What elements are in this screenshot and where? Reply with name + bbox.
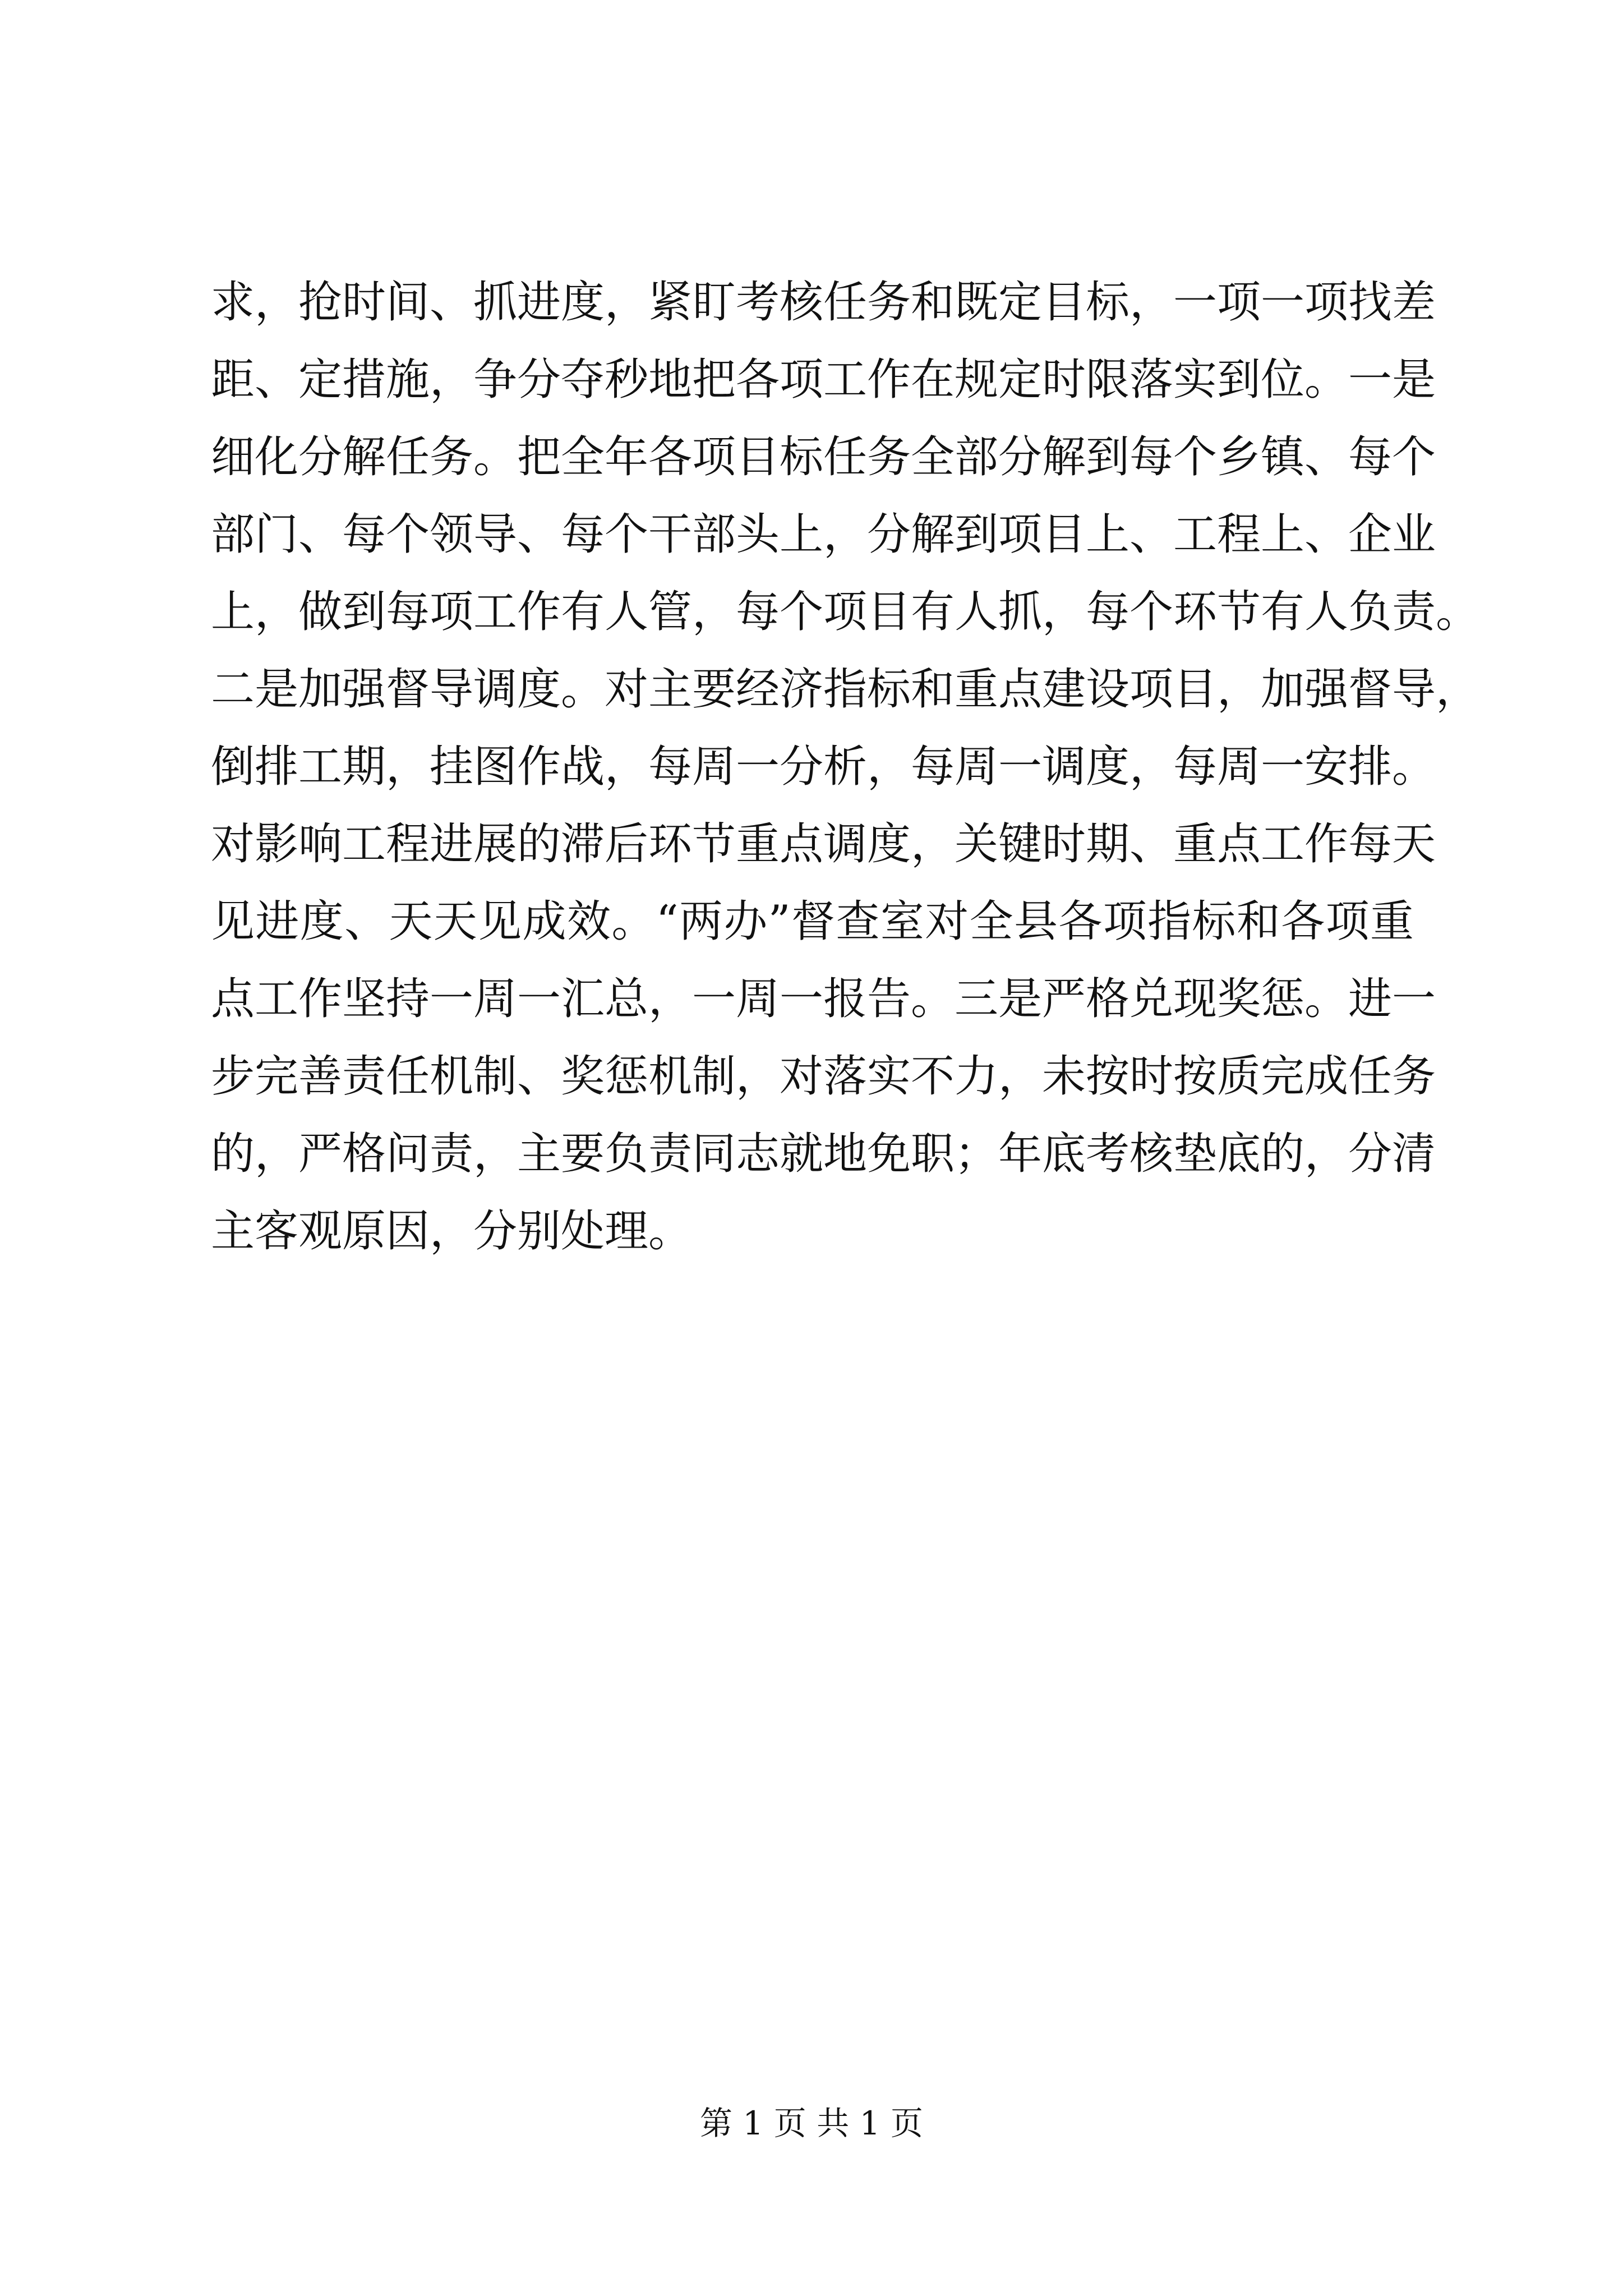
page-footer (0, 2101, 1623, 2146)
text-line: 部门、每个领导、每个干部头上，分解到项目上、工程上、企业 (211, 509, 1436, 560)
text-line: 主客观原因，分别处理。 (211, 1206, 693, 1257)
text-line: 求，抢时间、抓进度，紧盯考核任务和既定目标，一项一项找差 (211, 277, 1436, 328)
text-line: 点工作坚持一周一汇总，一周一报告。三是严格兑现奖惩。进一 (211, 974, 1436, 1024)
page-number: 第 1 页 共 1 页 (700, 2104, 923, 2142)
body-paragraph (211, 264, 1480, 1270)
text-line: 见进度、天天见成效。“两办”督查室对全县各项指标和各项重 (211, 896, 1414, 947)
text-line: 细化分解任务。把全年各项目标任务全部分解到每个乡镇、每个 (211, 432, 1436, 482)
text-line: 的，严格问责，主要负责同志就地免职；年底考核垫底的，分清 (211, 1129, 1436, 1179)
text-line: 倒排工期，挂图作战，每周一分析，每周一调度，每周一安排。 (211, 742, 1436, 792)
text-line: 上，做到每项工作有人管，每个项目有人抓，每个环节有人负责。 (211, 587, 1480, 637)
text-line: 对影响工程进展的滞后环节重点调度，关键时期、重点工作每天 (211, 819, 1436, 869)
text-line: 距、定措施，争分夺秒地把各项工作在规定时限落实到位。一是 (211, 355, 1436, 405)
text-line: 步完善责任机制、奖惩机制，对落实不力，未按时按质完成任务 (211, 1051, 1436, 1102)
text-line: 二是加强督导调度。对主要经济指标和重点建设项目，加强督导， (211, 664, 1480, 715)
